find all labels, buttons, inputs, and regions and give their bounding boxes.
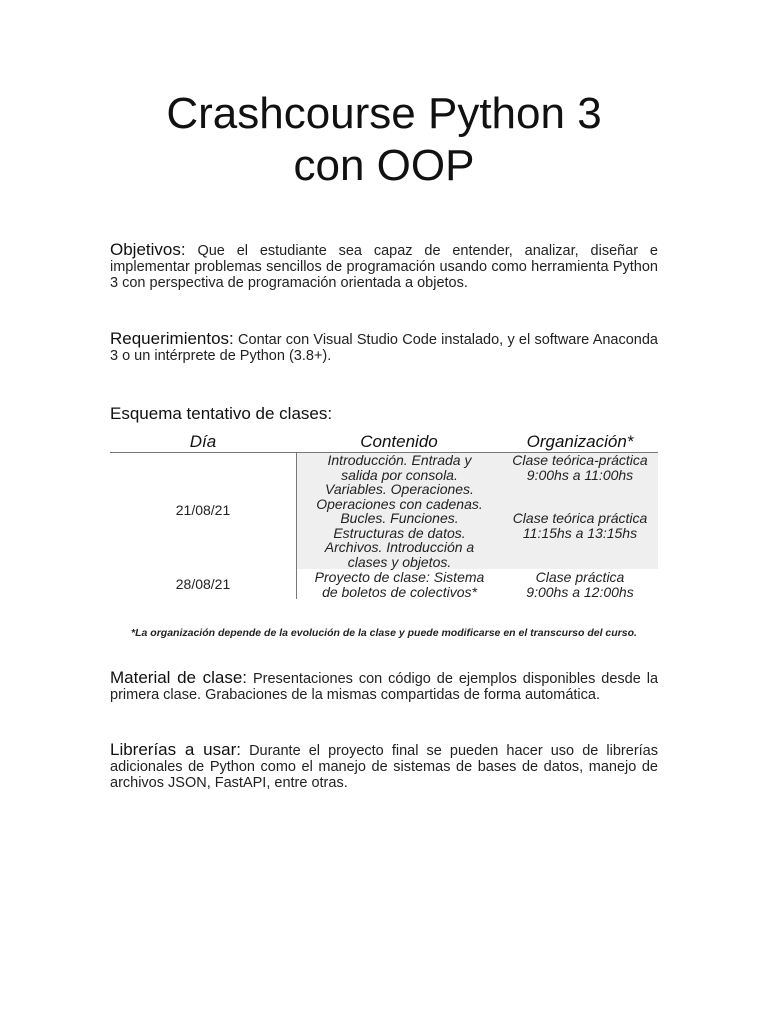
organizacion-line: Clase teórica práctica	[512, 510, 648, 526]
organizacion-line: Clase teórica-práctica	[512, 452, 648, 468]
column-header-contenido: Contenido	[360, 432, 438, 451]
table-header	[110, 432, 658, 453]
esquema-heading: Esquema tentativo de clases:	[110, 404, 333, 423]
contenido-line: Introducción. Entrada y	[327, 452, 472, 468]
table-cell-organizacion	[502, 511, 658, 540]
organizacion-line: 9:00hs a 12:00hs	[526, 583, 634, 600]
objetivos-heading: Objetivos:	[110, 240, 186, 259]
objetivos-text: Que el estudiante sea capaz de entender, analizar, diseñar e implementar problemas sencillos de programación usando como herramienta Python 3 con perspectiva de programación orientada a objetos.	[110, 243, 658, 291]
librerias-section	[110, 742, 658, 791]
contenido-line: Variables. Operaciones.	[325, 481, 474, 497]
material-heading: Material de clase:	[110, 668, 248, 687]
requerimientos-heading: Requerimientos:	[110, 329, 234, 348]
material-text: Presentaciones con código de ejemplos disponibles desde la primera clase. Grabaciones de la mismas compartidas de forma automática.	[110, 671, 659, 703]
column-header-dia: Día	[189, 432, 217, 451]
contenido-line: Estructuras de datos.	[333, 524, 466, 541]
librerias-text: Durante el proyecto final se pueden hacer uso de librerías adicionales de Python como el manejo de sistemas de bases de datos, manejo de archivos JSON, FastAPI, entre otras.	[110, 743, 658, 791]
table-cell-contenido	[297, 453, 502, 569]
contenido-line: clases y objetos.	[347, 553, 452, 570]
table-cell-dia: 28/08/21	[175, 576, 231, 592]
requerimientos-text: Contar con Visual Studio Code instalado, y el software Anaconda 3 o un intérprete de Python (3.8+).	[110, 332, 658, 364]
table-cell-dia: 21/08/21	[175, 502, 231, 518]
contenido-line: Bucles. Funciones.	[340, 510, 459, 526]
objetivos-section	[110, 242, 658, 291]
table-cell-contenido	[297, 570, 502, 599]
title-line-2: con OOP	[293, 141, 475, 190]
table-footnote: *La organización depende de la evolución de la clase y puede modificarse en el transcurso del curso.	[131, 627, 637, 639]
organizacion-line: 9:00hs a 11:00hs	[526, 466, 634, 483]
table-cell-organizacion	[502, 453, 658, 482]
contenido-line: Proyecto de clase: Sistema	[314, 569, 485, 585]
title-line-1: Crashcourse Python 3	[166, 89, 602, 138]
organizacion-line: 11:15hs a 13:15hs	[522, 524, 638, 541]
column-header-organizacion: Organización*	[526, 432, 634, 451]
material-section	[110, 670, 658, 703]
table-body	[110, 453, 658, 599]
document-title	[0, 88, 768, 192]
contenido-line: Operaciones con cadenas.	[316, 495, 483, 512]
organizacion-line: Clase práctica	[535, 569, 625, 585]
contenido-line: salida por consola.	[341, 466, 458, 483]
contenido-line: Archivos. Introducción a	[324, 539, 475, 555]
table-cell-organizacion	[502, 570, 658, 599]
schedule-table	[110, 432, 658, 599]
contenido-line: de boletos de colectivos*	[322, 583, 477, 600]
librerias-heading: Librerías a usar:	[110, 740, 241, 759]
requerimientos-section	[110, 331, 658, 364]
